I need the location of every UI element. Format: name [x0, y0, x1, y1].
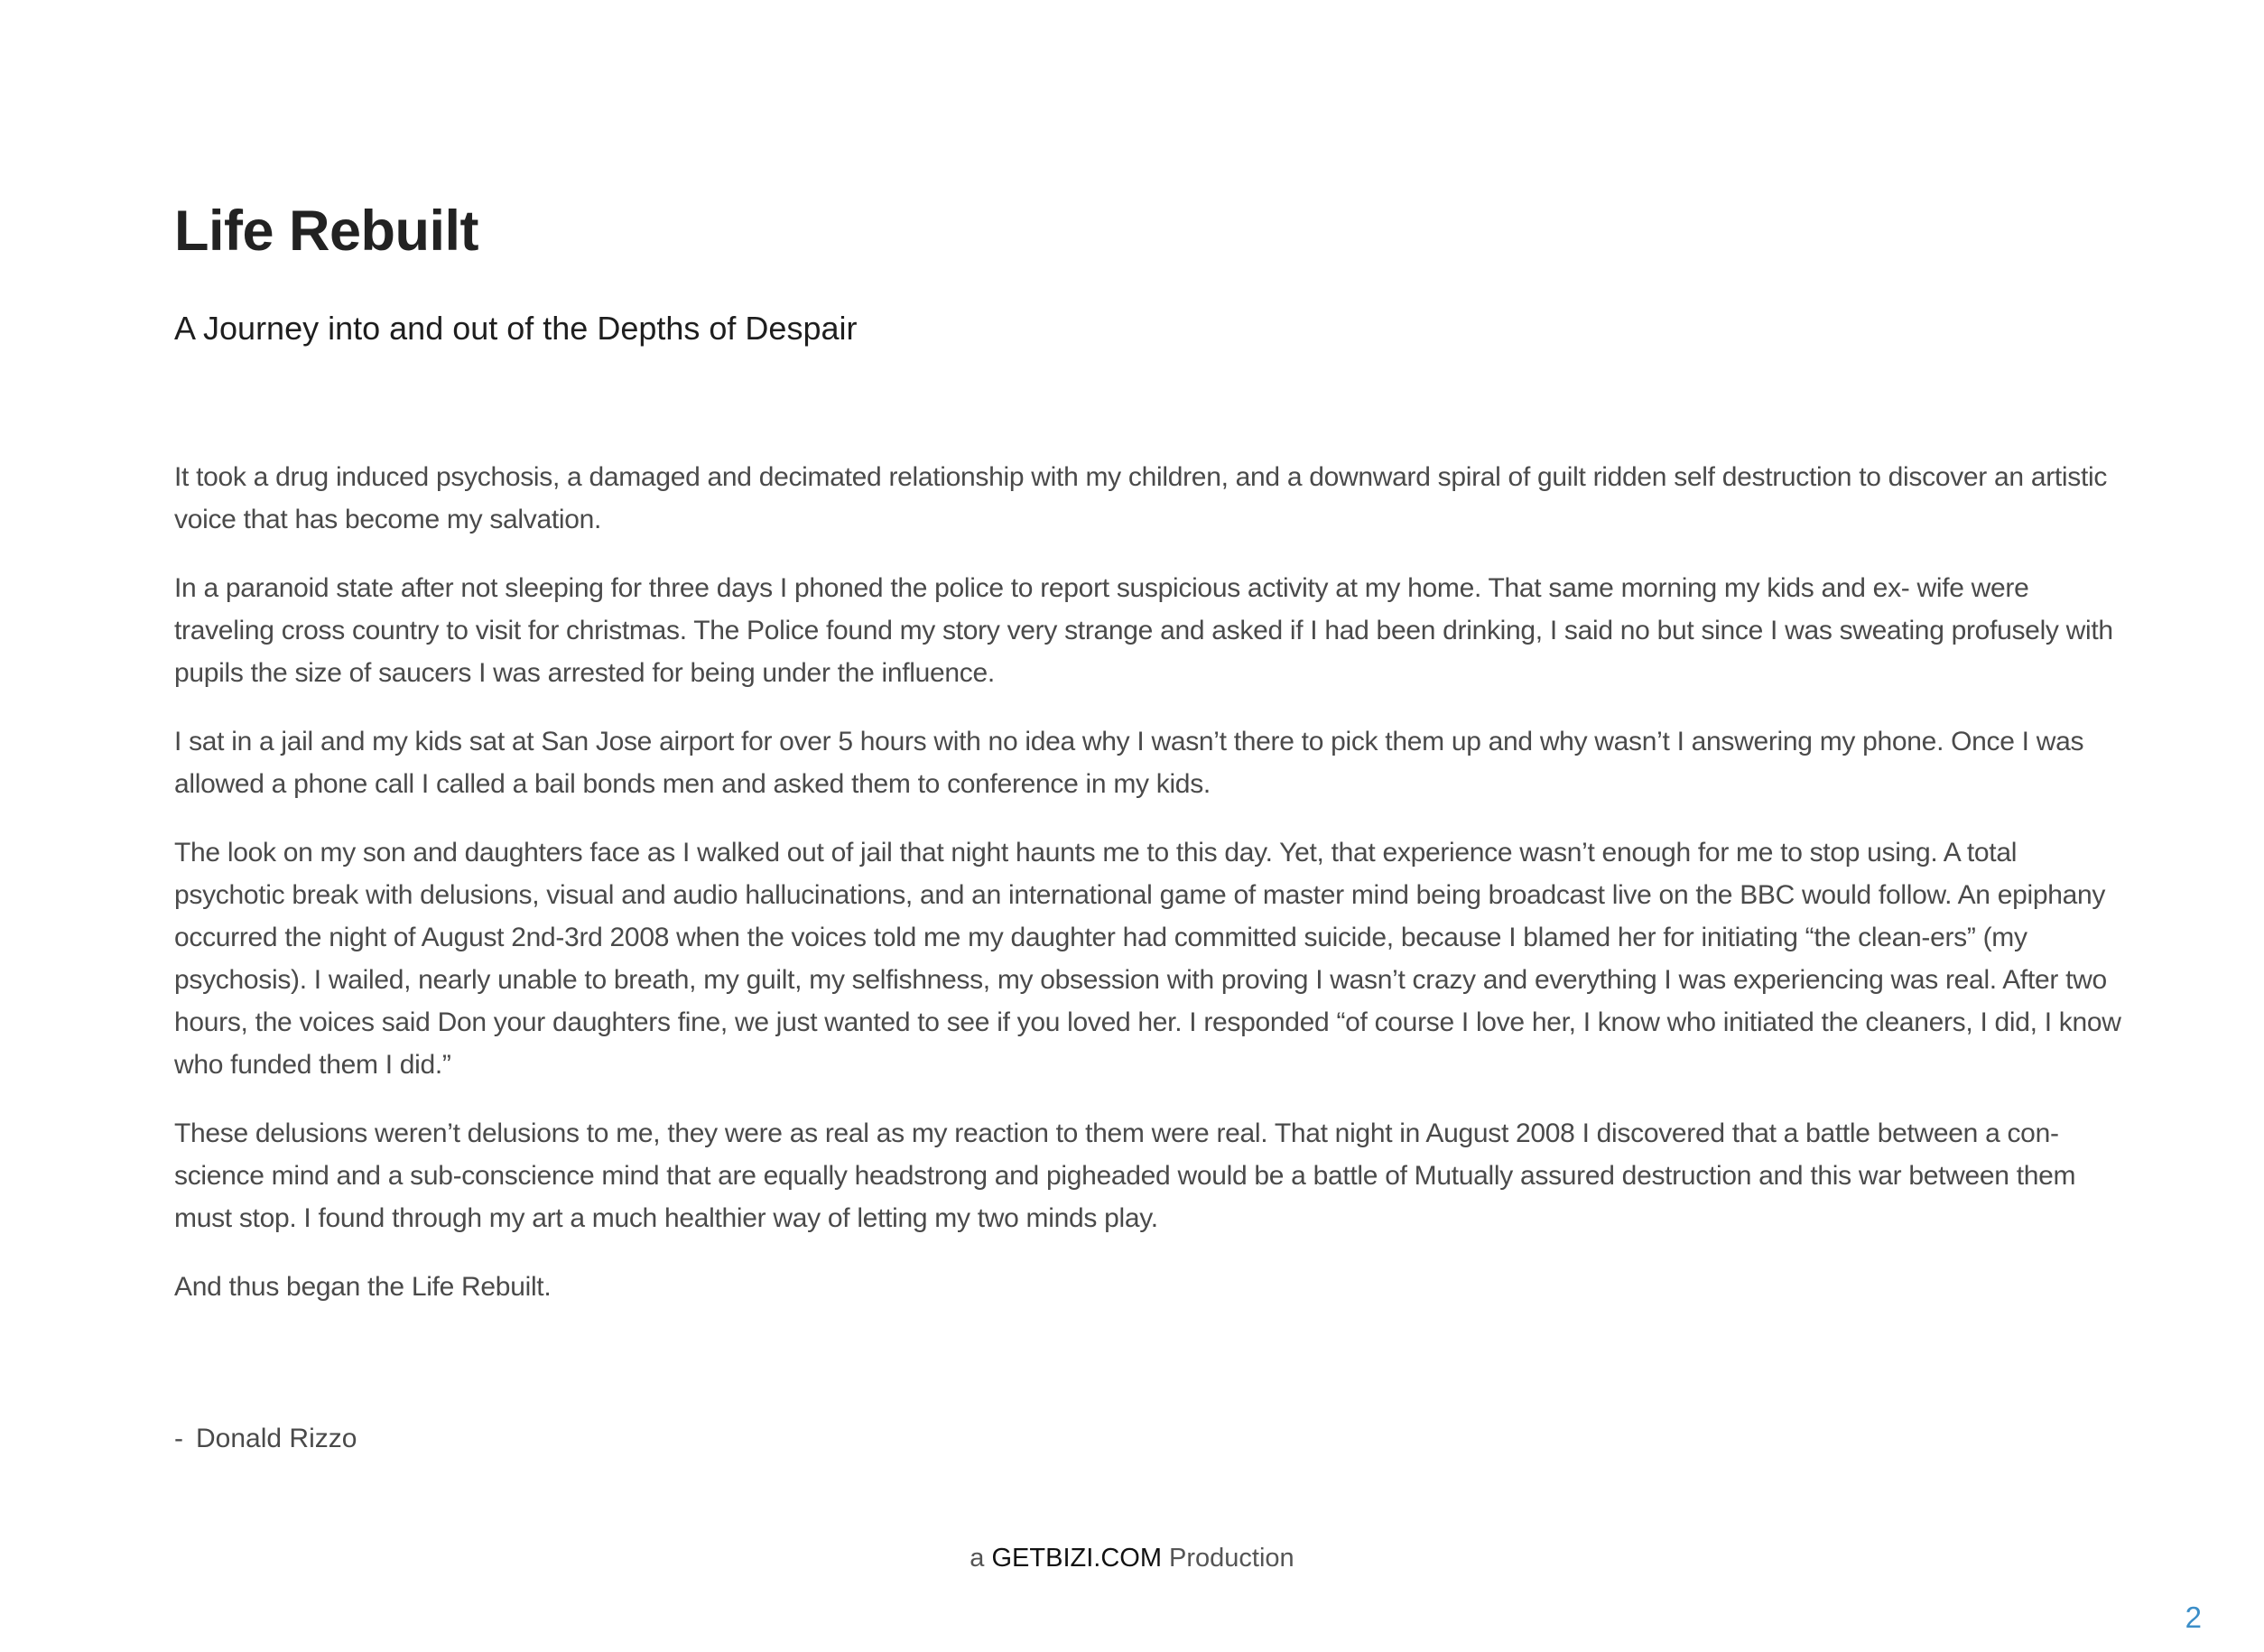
body-paragraph: In a paranoid state after not sleeping for three days I phoned the police to report suspicious activity at my home. That same morning my kids and ex- wife were traveling cross country to visit for christmas. The Police found my story very strange and asked if I had been drinking, I said no but since I was sweating profusely with pupils the size of saucers I was arrested for being under the influence.: [174, 573, 2113, 688]
credit-suffix: Production: [1169, 1544, 1294, 1573]
author-signature: [174, 1417, 357, 1460]
body-paragraph: I sat in a jail and my kids sat at San Jose airport for over 5 hours with no idea why I wasn’t there to pick them up and why wasn’t I answering my phone. Once I was allowed a phone call I called a bail bonds men and asked them to conference in my kids.: [174, 727, 2084, 799]
author-name: Donald Rizzo: [196, 1424, 357, 1453]
document-title: Life Rebuilt: [174, 200, 478, 263]
signature-dash: -: [174, 1424, 183, 1453]
credit-prefix: a: [970, 1544, 985, 1573]
credit-brand: GETBIZI.COM: [991, 1544, 1162, 1573]
body-paragraph: The look on my son and daughters face as I walked out of jail that night haunts me to this day. Yet, that experience wasn’t enough for me to stop using. A total psychotic break with delusions, visual and audio hallucinations, and an international game of master mind being broadcast live on the BBC would follow. An epiphany occurred the night of August 2nd-3rd 2008 when the voices told me my daughter had committed suicide, because I blamed her for initiating “the clean-ers” (my psychosis). I wailed, nearly unable to breath, my guilt, my selfishness, my obsession with proving I wasn’t crazy and everything I was experiencing was real. After two hours, the voices said Don your daughters fine, we just wanted to see if you loved her. I responded “of course I love her, I know who initiated the cleaners, I did, I know who funded them I did.”: [174, 838, 2121, 1080]
body-paragraph: It took a drug induced psychosis, a damaged and decimated relationship with my children, and a downward spiral of guilt ridden self destruction to discover an artistic voice that has become my salvation.: [174, 462, 2108, 534]
page-number: 2: [2185, 1601, 2202, 1634]
document-subtitle: A Journey into and out of the Depths of Despair: [174, 310, 858, 347]
document-body: [174, 456, 2133, 1334]
body-paragraph: And thus began the Life Rebuilt.: [174, 1272, 552, 1302]
body-paragraph: These delusions weren’t delusions to me, they were as real as my reaction to them were real. That night in August 2008 I discovered that a battle between a con-science mind and a sub-conscience mind that are equally headstrong and pigheaded would be a battle of Mutually assured destruction and this war between them must stop. I found through my art a much healthier way of letting my two minds play.: [174, 1118, 2076, 1233]
production-credit: [0, 1540, 2264, 1576]
